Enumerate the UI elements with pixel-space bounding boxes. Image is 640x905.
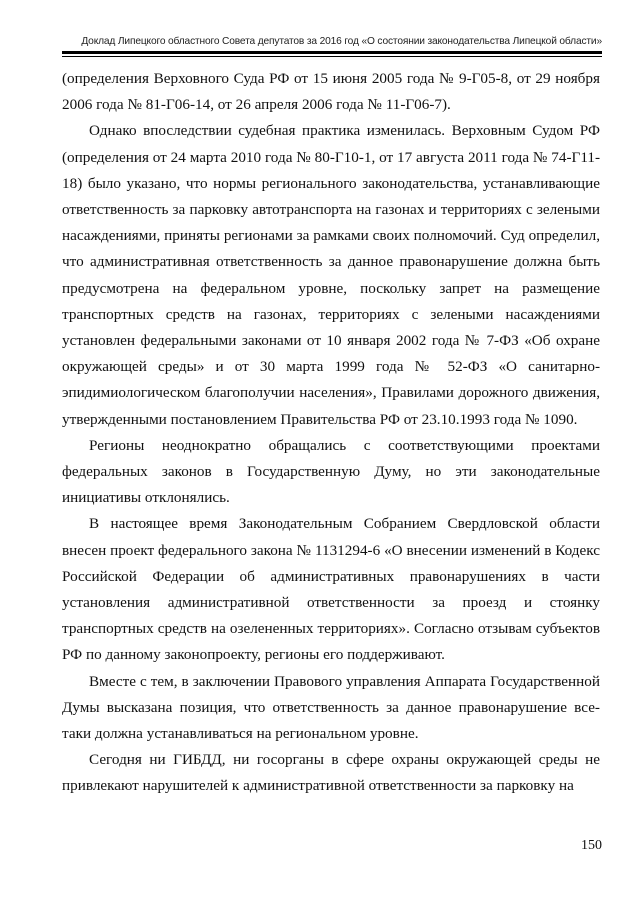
paragraph-continuation: (определения Верховного Суда РФ от 15 июня 2005 года № 9-Г05-8, от 29 ноября 2006 года № 81-Г06-14, от 26 апреля 2006 года № 11-Г06-7). — [62, 70, 600, 114]
document-body — [62, 66, 600, 800]
paragraph: Вместе с тем, в заключении Правового управления Аппарата Государственной Думы высказана позиция, что ответственность за данное правонарушение все-таки должна устанавливаться на региональном уровне. — [62, 672, 600, 743]
paragraph: Сегодня ни ГИБДД, ни госорганы в сфере охраны окружающей среды не привлекают нарушителей к административной ответственности за парковку на — [62, 751, 600, 795]
header-rule-thin — [62, 56, 602, 57]
running-header: Доклад Липецкого областного Совета депутатов за 2016 год «О состоянии законодательства Липецкой области» — [81, 36, 602, 47]
page-number: 150 — [581, 838, 602, 853]
header-rule-thick — [62, 51, 602, 54]
paragraph: Однако впоследствии судебная практика изменилась. Верховным Судом РФ (определения от 24 марта 2010 года № 80-Г10-1, от 17 августа 2011 года № 74-Г11-18) было указано, что нормы регионального законодательства, устанавливающие ответственность за парковку автотранспорта на газонах и территориях с зелеными насаждениями, приняты регионами за рамками своих полномочий. Суд определил, что административная ответственность за данное правонарушение должна быть предусмотрена на федеральном уровне, поскольку запрет на размещение транспортных средств на газонах, территориях с зелеными насаждениями установлен федеральными законами от 10 января 2002 года № 7-ФЗ «Об охране окружающей среды» и от 30 марта 1999 года № 52-ФЗ «О санитарно-эпидимиологическом благополучии населения», Правилами дорожного движения, утвержденными постановлением Правительства РФ от 23.10.1993 года № 1090. — [62, 122, 600, 428]
paragraph: Регионы неоднократно обращались с соответствующими проектами федеральных законов в Государственную Думу, но эти законодательные инициативы отклонялись. — [62, 436, 600, 507]
paragraph: В настоящее время Законодательным Собранием Свердловской области внесен проект федерального закона № 1131294-6 «О внесении изменений в Кодекс Российской Федерации об административных правонарушениях в части установления административной ответственности за проезд и стоянку транспортных средств на озелененных территориях». Согласно отзывам субъектов РФ по данному законопроекту, регионы его поддерживают. — [62, 515, 600, 664]
